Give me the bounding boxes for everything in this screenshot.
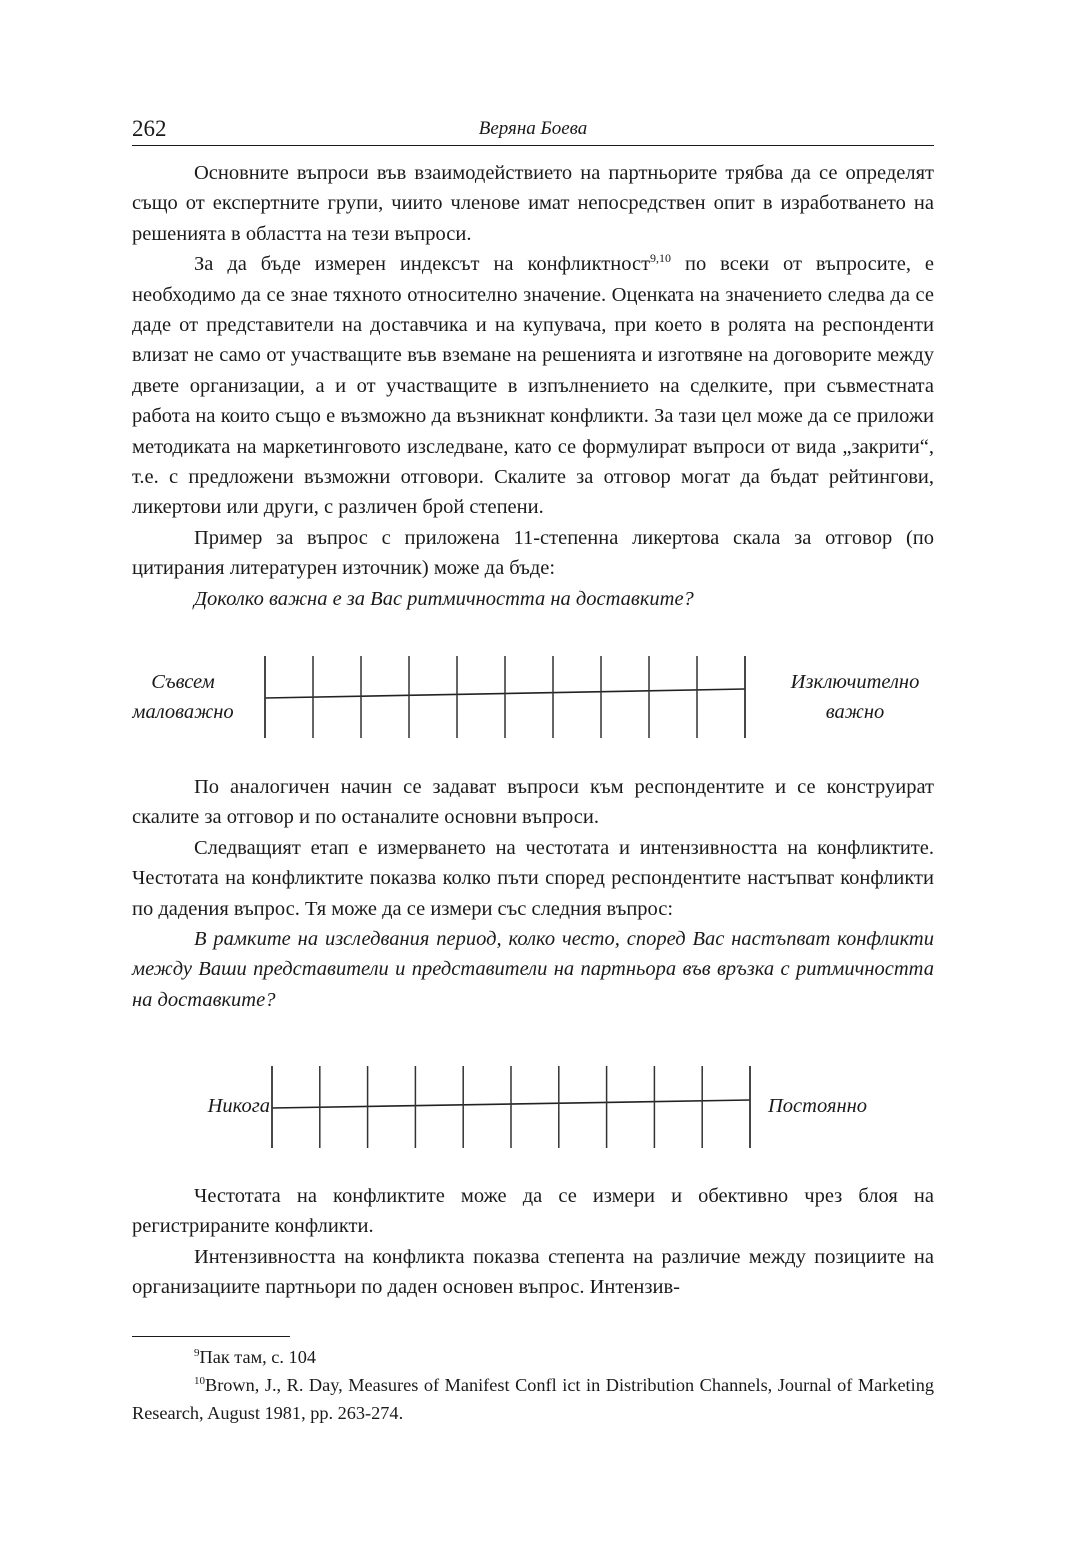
label-line: Изключително: [790, 671, 920, 693]
footnote-number: 10: [194, 1375, 205, 1387]
text-block-intensity: [132, 1181, 934, 1303]
paragraph: Честотата на конфликтите може да се измери и обективно чрез блоя на регистрираните конфликти.: [132, 1185, 934, 1238]
scale-left-label: [118, 667, 248, 727]
header-rule: [132, 145, 934, 146]
footnote: [132, 1343, 934, 1371]
paragraph-text: За да бъде измерен индексът на конфликтност: [194, 253, 651, 276]
footnote-text: Пак там, с. 104: [199, 1347, 316, 1367]
scale-left-label: Никога: [207, 1095, 270, 1117]
scale-right-label: [770, 667, 940, 727]
footnotes: [132, 1343, 934, 1427]
question-text: Доколко важна е за Вас ритмичността на доставките?: [194, 587, 694, 610]
label-line: важно: [825, 701, 885, 723]
footnote-rule: [132, 1336, 290, 1337]
footnote-number: 9: [194, 1347, 200, 1359]
paragraph: Следващият етап е измерването на честотата и интензивността на конфликтите. Честотата на конфликтите показва колко пъти според респондентите настъпват конфликти по дадения въпрос. Тя може да се измери със следния въпрос:: [132, 836, 934, 920]
scale-right-label: Постоянно: [768, 1095, 868, 1117]
question-text: В рамките на изследвания период, колко често, според Вас настъпват конфликти между Ваши представители и представители на партньора във връзка с ритмичността на доставките?: [132, 928, 934, 1011]
text-block-frequency: [132, 772, 934, 1015]
frequency-scale-11: [262, 1062, 762, 1152]
footnote-ref: 9,10: [650, 251, 672, 266]
paragraph: Основните въпроси във взаимодействието на партньорите трябва да се определят също от експертните групи, чиито членове имат непосредствен опит в изработването на решенията в областта на тези въпроси.: [132, 162, 934, 245]
paragraph: [132, 249, 934, 523]
likert-scale-11: [255, 652, 755, 742]
paragraph-text: по всеки от въпросите, е необходимо да се знае тяхното относително значение. Оценката на значението следва да се даде от представители на доставчика и на купувача, при което в ролята на респонденти влизат не само от участващите във вземане на решенията и изготвяне на договорите между двете организации, а и от участващите в изпълнението на сделките, при съвместната работа на които също е възможно да възникнат конфликти. За тази цел може да се приложи методиката на маркетинговото изследване, като се формулират въпроси от вида „закрити“, т.е. с предложени възможни отговори. Скалите за отговор могат да бъдат рейтингови, ликертови или други, с различен брой степени.: [132, 253, 934, 519]
paragraph: Пример за въпрос с приложена 11-степенна ликертова скала за отговор (по цитирания литературен източник) може да бъде:: [132, 526, 934, 580]
paragraph: По аналогичен начин се задават въпроси към респондентите и се конструират скалите за отговор и по останалите основни въпроси.: [132, 776, 934, 829]
paragraph: Интензивността на конфликта показва степента на различие между позициите на организациите партньори по даден основен въпрос. Интензив-: [132, 1245, 934, 1299]
text-block-intro: [132, 158, 934, 614]
footnote: [132, 1371, 934, 1427]
running-title: Веряна Боева: [478, 118, 588, 139]
label-line: Съвсем: [151, 671, 215, 693]
label-line: маловажно: [132, 701, 234, 723]
page-number: 262: [132, 116, 167, 141]
footnote-text: Brown, J., R. Day, Measures of Manifest Confl ict in Distribution Channels, Journal of Marketing Research, August 1981, pp. 263-274.: [132, 1375, 934, 1423]
